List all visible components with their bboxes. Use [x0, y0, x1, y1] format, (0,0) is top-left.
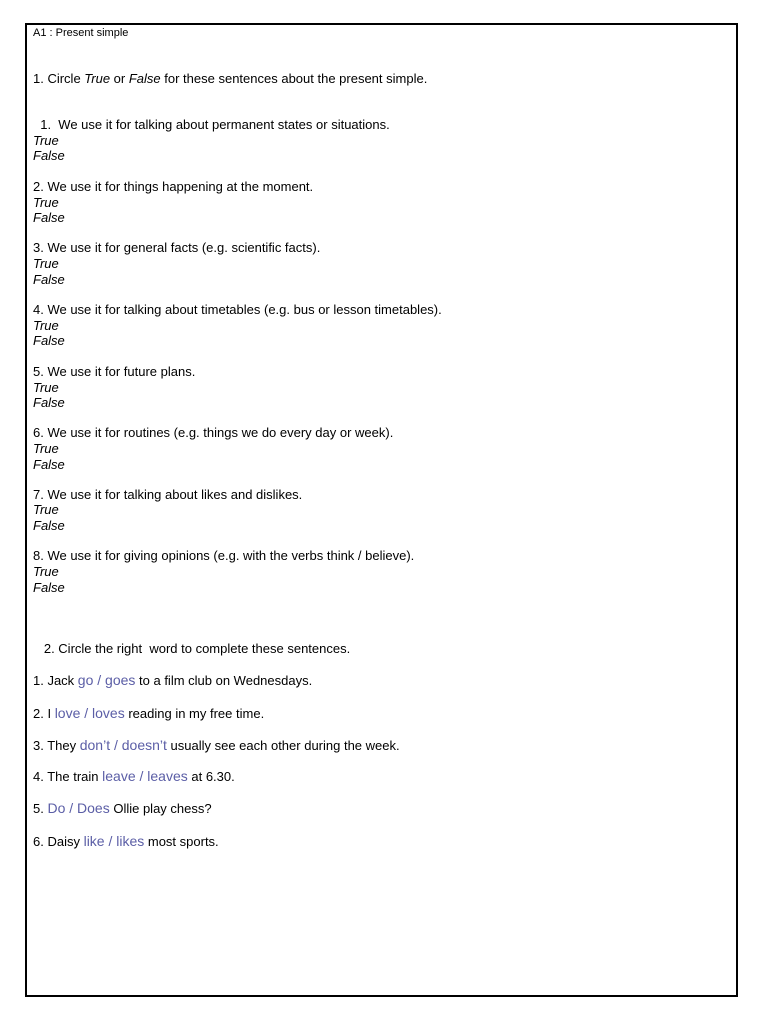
option-true-1[interactable]: True — [33, 133, 59, 148]
option-true-7[interactable]: True — [33, 502, 59, 517]
sentence-1-before: 1. Jack — [33, 673, 78, 688]
question-8: 8. We use it for giving opinions (e.g. with the verbs think / believe). — [33, 548, 415, 563]
section2-instruction: 2. Circle the right word to complete these sentences. — [33, 641, 351, 656]
option-false-8[interactable]: False — [33, 580, 65, 595]
sentence-2-after: reading in my free time. — [124, 706, 265, 721]
sentence-6-choice[interactable]: like / likes — [83, 833, 145, 849]
worksheet-page — [25, 23, 738, 997]
option-true-6[interactable]: True — [33, 441, 59, 456]
sentence-5-choice[interactable]: Do / Does — [47, 800, 110, 816]
instruction-suffix: for these sentences about the present simple. — [160, 71, 428, 86]
sentence-3-after: usually see each other during the week. — [166, 738, 400, 753]
question-5: 5. We use it for future plans. — [33, 364, 196, 379]
sentence-3 — [33, 737, 400, 753]
sentence-1-choice[interactable]: go / goes — [77, 672, 136, 688]
sentence-4-after: at 6.30. — [187, 769, 235, 784]
instruction-false-word: False — [128, 71, 161, 86]
worksheet-header: A1 : Present simple — [33, 27, 129, 39]
sentence-2-choice[interactable]: love / loves — [54, 705, 125, 721]
sentence-1-after: to a film club on Wednesdays. — [135, 673, 313, 688]
sentence-2-before: 2. I — [33, 706, 55, 721]
sentence-4 — [33, 768, 235, 784]
sentence-6-after: most sports. — [144, 834, 219, 849]
option-true-2[interactable]: True — [33, 195, 59, 210]
option-true-4[interactable]: True — [33, 318, 59, 333]
sentence-6-before: 6. Daisy — [33, 834, 84, 849]
option-true-3[interactable]: True — [33, 256, 59, 271]
instruction-prefix: 1. Circle — [33, 71, 85, 86]
option-false-1[interactable]: False — [33, 148, 65, 163]
option-false-6[interactable]: False — [33, 457, 65, 472]
question-4: 4. We use it for talking about timetables (e.g. bus or lesson timetables). — [33, 302, 442, 317]
option-true-5[interactable]: True — [33, 380, 59, 395]
option-false-4[interactable]: False — [33, 333, 65, 348]
sentence-5-after: Ollie play chess? — [109, 801, 212, 816]
option-false-5[interactable]: False — [33, 395, 65, 410]
sentence-4-before: 4. The train — [33, 769, 103, 784]
question-6: 6. We use it for routines (e.g. things we do every day or week). — [33, 425, 394, 440]
question-7: 7. We use it for talking about likes and dislikes. — [33, 487, 303, 502]
question-1: 1. We use it for talking about permanent states or situations. — [33, 117, 390, 132]
option-true-8[interactable]: True — [33, 564, 59, 579]
sentence-4-choice[interactable]: leave / leaves — [102, 768, 188, 784]
option-false-7[interactable]: False — [33, 518, 65, 533]
sentence-5 — [33, 800, 212, 816]
question-2: 2. We use it for things happening at the moment. — [33, 179, 314, 194]
section1-instruction — [33, 71, 427, 86]
sentence-3-choice[interactable]: don’t / doesn’t — [79, 737, 167, 753]
question-3: 3. We use it for general facts (e.g. scientific facts). — [33, 240, 321, 255]
sentence-2 — [33, 705, 264, 721]
instruction-or: or — [110, 71, 129, 86]
sentence-1 — [33, 672, 312, 688]
sentence-5-before: 5. — [33, 801, 48, 816]
sentence-3-before: 3. They — [33, 738, 80, 753]
instruction-true-word: True — [84, 71, 111, 86]
sentence-6 — [33, 833, 219, 849]
option-false-2[interactable]: False — [33, 210, 65, 225]
option-false-3[interactable]: False — [33, 272, 65, 287]
